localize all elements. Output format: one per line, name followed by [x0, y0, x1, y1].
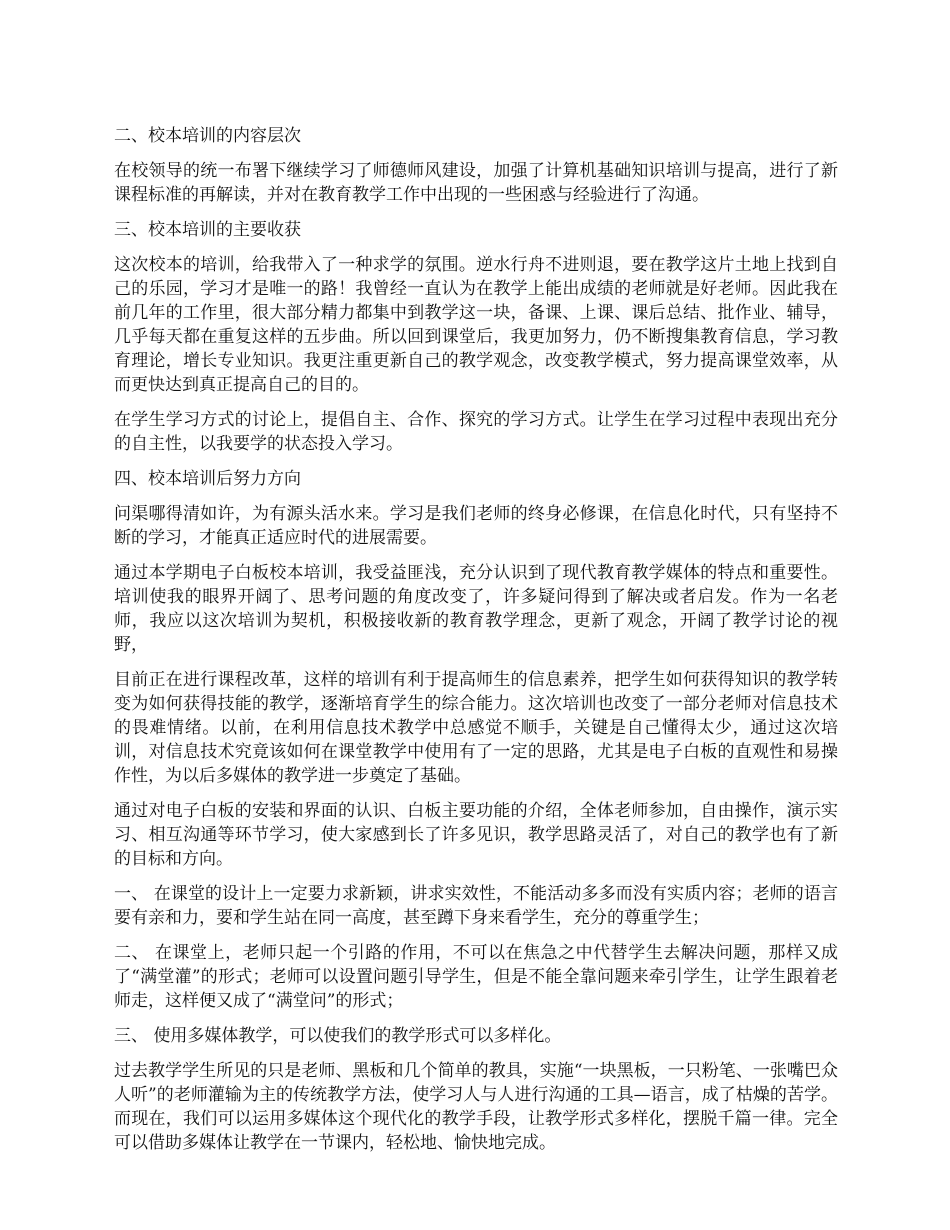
paragraph-point-one: 一、 在课堂的设计上一定要力求新颖，讲求实效性，不能活动多多而没有实质内容；老师的语言要有亲和力，要和学生站在同一高度，甚至蹲下身来看学生，充分的尊重学生；	[114, 884, 838, 928]
paragraph-lifelong-learning: 问渠哪得清如许，为有源头活水来。学习是我们老师的终身必修课，在信息化时代，只有坚持不断的学习，才能真正适应时代的进展需要。	[114, 504, 838, 548]
paragraph-whiteboard-training: 通过本学期电子白板校本培训，我受益匪浅，充分认识到了现代教育教学媒体的特点和重要性。培训使我的眼界开阔了、思考问题的角度改变了，许多疑问得到了解决或者启发。作为一名老师，我应以这次培训为契机，积极接收新的教育教学理念，更新了观念，开阔了教学讨论的视野，	[114, 563, 838, 655]
paragraph-learning-methods: 在学生学习方式的讨论上，提倡自主、合作、探究的学习方式。让学生在学习过程中表现出充分的自主性，以我要学的状态投入学习。	[114, 410, 838, 454]
paragraph-curriculum-reform: 目前正在进行课程改革，这样的培训有利于提高师生的信息素养，把学生如何获得知识的教学转变为如何获得技能的教学，逐渐培育学生的综合能力。这次培训也改变了一部分老师对信息技术的畏难情绪。以前，在利用信息技术教学中总感觉不顺手，关键是自己懂得太少，通过这次培训，对信息技术究竟该如何在课堂教学中使用有了一定的思路，尤其是电子白板的直观性和易操作性，为以后多媒体的教学进一步奠定了基础。	[114, 670, 838, 786]
paragraph-learning-atmosphere: 这次校本的培训，给我带入了一种求学的氛围。逆水行舟不进则退，要在教学这片土地上找到自己的乐园，学习才是唯一的路！我曾经一直认为在教学上能出成绩的老师就是好老师。因此我在前几年的工作里，很大部分精力都集中到教学这一块，备课、上课、课后总结、批作业、辅导，几乎每天都在重复这样的五步曲。所以回到课堂后，我更加努力，仍不断搜集教育信息，学习教育理论，增长专业知识。我更注重更新自己的教学观念，改变教学模式，努力提高课堂效率，从而更快达到真正提高自己的目的。	[114, 255, 838, 395]
section-heading-main-gains: 三、校本培训的主要收获	[114, 220, 301, 240]
section-heading-content-levels: 二、校本培训的内容层次	[114, 126, 301, 146]
paragraph-whiteboard-introduction: 通过对电子白板的安装和界面的认识、白板主要功能的介绍，全体老师参加，自由操作，演示实习、相互沟通等环节学习，使大家感到长了许多见识，教学思路灵活了，对自己的教学也有了新的目标和方向。	[114, 801, 838, 869]
paragraph-content-levels: 在校领导的统一布署下继续学习了师德师风建设，加强了计算机基础知识培训与提高，进行了新课程标准的再解读，并对在教育教学工作中出现的一些困惑与经验进行了沟通。	[114, 161, 838, 205]
paragraph-multimedia-teaching: 过去教学学生所见的只是老师、黑板和几个简单的教具，实施“一块黑板，一只粉笔、一张嘴巴众人听”的老师灌输为主的传统教学方法，使学习人与人进行沟通的工具—语言，成了枯燥的苦学。而现在，我们可以运用多媒体这个现代化的教学手段，让教学形式多样化，摆脱千篇一律。完全可以借助多媒体让教学在一节课内，轻松地、愉快地完成。	[114, 1061, 838, 1153]
paragraph-point-two: 二、 在课堂上，老师只起一个引路的作用，不可以在焦急之中代替学生去解决问题，那样又成了“满堂灌”的形式；老师可以设置问题引导学生，但是不能全靠问题来牵引学生，让学生跟着老师走，这样便又成了“满堂问”的形式；	[114, 943, 838, 1011]
section-heading-future-direction: 四、校本培训后努力方向	[114, 469, 301, 489]
document-page	[114, 124, 838, 1166]
paragraph-point-three: 三、 使用多媒体教学，可以使我们的教学形式可以多样化。	[114, 1026, 562, 1046]
